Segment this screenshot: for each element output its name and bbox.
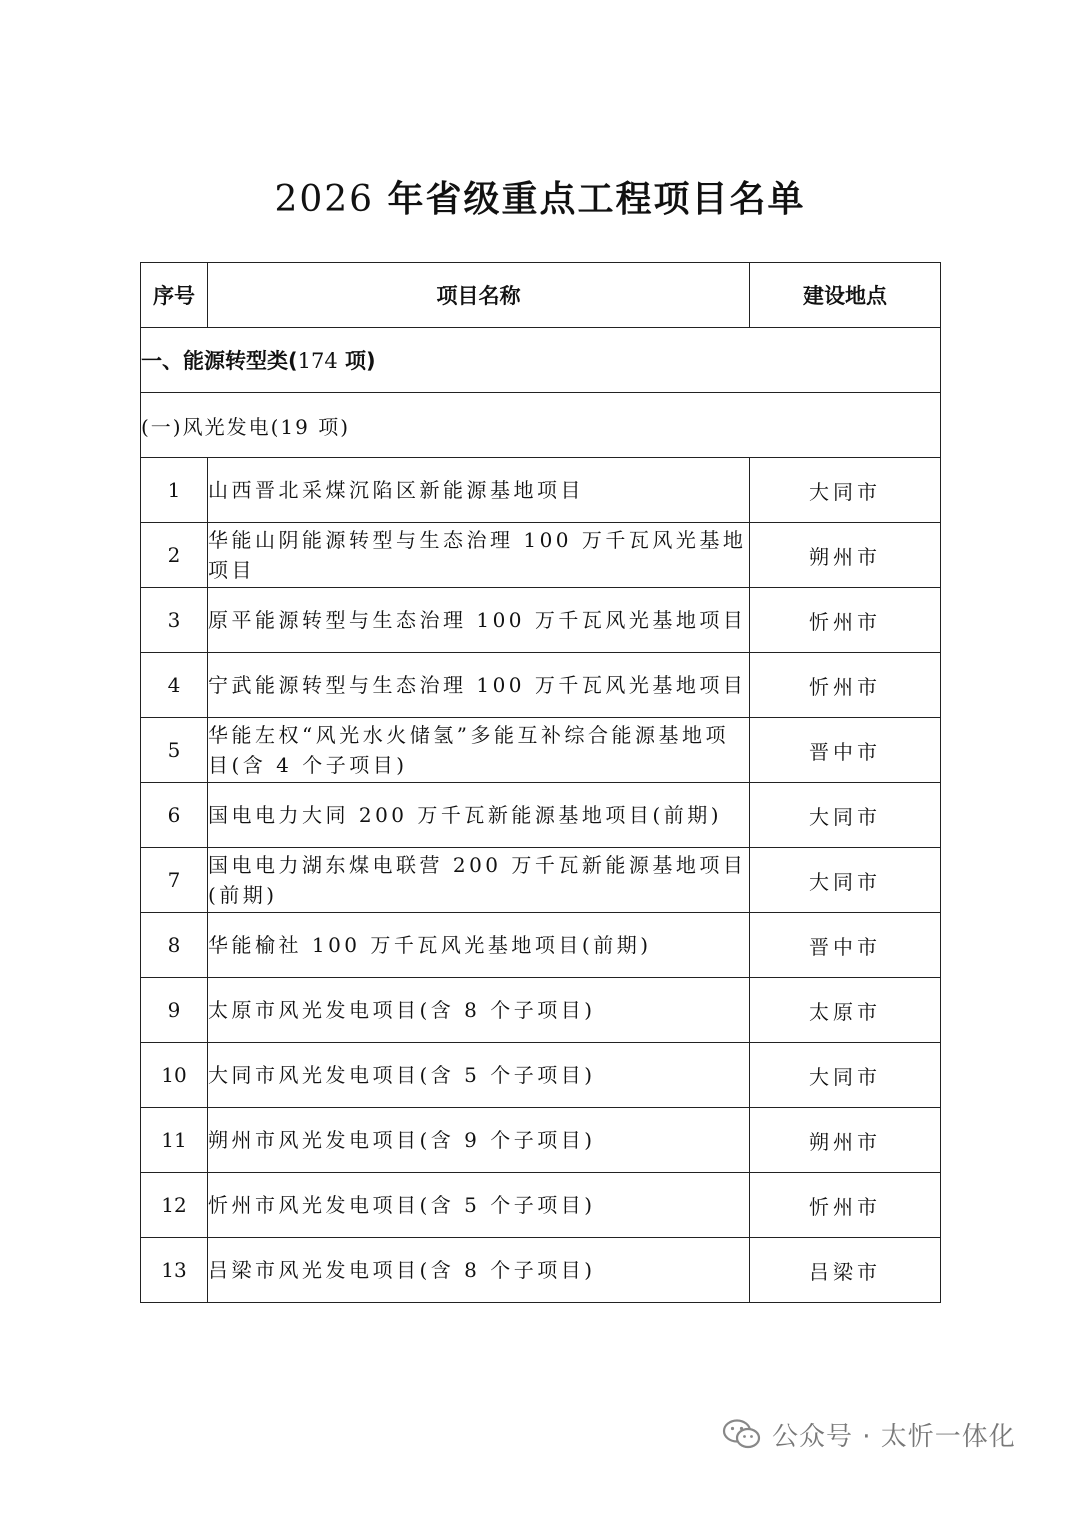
subcategory-row <box>141 393 941 458</box>
row-location: 朔州市 <box>750 1108 941 1173</box>
row-no: 4 <box>141 653 208 718</box>
page-title <box>0 172 1080 228</box>
watermark-text: 公众号 · 太忻一体化 <box>772 1421 1016 1452</box>
table-row <box>141 588 941 653</box>
header-no: 序号 <box>141 263 208 328</box>
row-location: 大同市 <box>750 458 941 523</box>
row-no: 6 <box>141 783 208 848</box>
table-row <box>141 848 941 913</box>
row-name: 山西晋北采煤沉陷区新能源基地项目 <box>208 458 750 523</box>
row-no: 8 <box>141 913 208 978</box>
row-no: 9 <box>141 978 208 1043</box>
row-no: 5 <box>141 718 208 783</box>
row-name: 华能山阴能源转型与生态治理 100 万千瓦风光基地项目 <box>208 523 750 588</box>
row-no: 12 <box>141 1173 208 1238</box>
table-row <box>141 1173 941 1238</box>
row-no: 2 <box>141 523 208 588</box>
row-location: 朔州市 <box>750 523 941 588</box>
table-row <box>141 978 941 1043</box>
row-name: 华能榆社 100 万千瓦风光基地项目(前期) <box>208 913 750 978</box>
row-no: 3 <box>141 588 208 653</box>
header-name: 项目名称 <box>208 263 750 328</box>
wechat-icon <box>722 1418 762 1450</box>
header-location: 建设地点 <box>750 263 941 328</box>
row-location: 吕梁市 <box>750 1238 941 1303</box>
title-text: 年省级重点工程项目名单 <box>387 179 806 220</box>
category-cell <box>141 328 941 393</box>
project-table <box>140 262 941 1303</box>
row-location: 忻州市 <box>750 588 941 653</box>
table-row <box>141 1238 941 1303</box>
table-header-row <box>141 263 941 328</box>
row-name: 朔州市风光发电项目(含 9 个子项目) <box>208 1108 750 1173</box>
table-row <box>141 718 941 783</box>
row-location: 晋中市 <box>750 913 941 978</box>
category-count: 174 <box>297 349 338 373</box>
table-row <box>141 783 941 848</box>
row-name: 忻州市风光发电项目(含 5 个子项目) <box>208 1173 750 1238</box>
row-name: 吕梁市风光发电项目(含 8 个子项目) <box>208 1238 750 1303</box>
table-row <box>141 1108 941 1173</box>
row-no: 13 <box>141 1238 208 1303</box>
row-location: 忻州市 <box>750 653 941 718</box>
table-row <box>141 913 941 978</box>
watermark <box>722 1414 1016 1454</box>
row-location: 大同市 <box>750 848 941 913</box>
category-suffix: 项) <box>337 349 376 373</box>
category-label: 一、能源转型类( <box>141 349 298 373</box>
row-name: 太原市风光发电项目(含 8 个子项目) <box>208 978 750 1043</box>
row-location: 太原市 <box>750 978 941 1043</box>
row-location: 大同市 <box>750 1043 941 1108</box>
row-no: 7 <box>141 848 208 913</box>
row-name: 大同市风光发电项目(含 5 个子项目) <box>208 1043 750 1108</box>
category-row <box>141 328 941 393</box>
row-no: 11 <box>141 1108 208 1173</box>
row-name: 国电电力大同 200 万千瓦新能源基地项目(前期) <box>208 783 750 848</box>
row-name: 华能左权“风光水火储氢”多能互补综合能源基地项目(含 4 个子项目) <box>208 718 750 783</box>
row-location: 大同市 <box>750 783 941 848</box>
row-no: 10 <box>141 1043 208 1108</box>
row-no: 1 <box>141 458 208 523</box>
subcategory-cell: (一)风光发电(19 项) <box>141 393 941 458</box>
table-row <box>141 458 941 523</box>
row-name: 国电电力湖东煤电联营 200 万千瓦新能源基地项目(前期) <box>208 848 750 913</box>
row-location: 忻州市 <box>750 1173 941 1238</box>
title-year: 2026 <box>274 179 375 220</box>
table-row <box>141 523 941 588</box>
row-location: 晋中市 <box>750 718 941 783</box>
row-name: 原平能源转型与生态治理 100 万千瓦风光基地项目 <box>208 588 750 653</box>
row-name: 宁武能源转型与生态治理 100 万千瓦风光基地项目 <box>208 653 750 718</box>
table-row <box>141 653 941 718</box>
table-row <box>141 1043 941 1108</box>
